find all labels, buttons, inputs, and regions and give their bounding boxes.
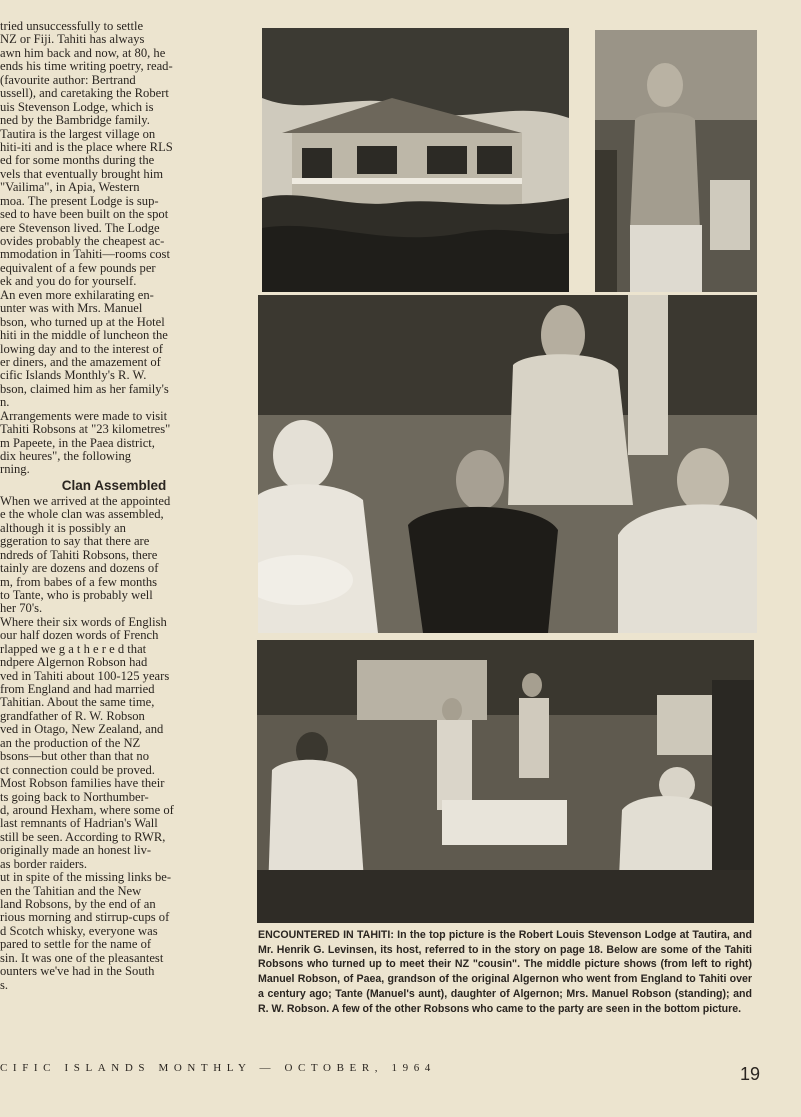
article-line: grandfather of R. W. Robson: [0, 709, 145, 723]
article-line: en the Tahitian and the New: [0, 884, 142, 898]
article-line: Tahiti Robsons at "23 kilometres": [0, 423, 171, 437]
article-line: tainly are dozens and dozens of: [0, 562, 159, 576]
article-line: land Robsons, by the end of an: [0, 898, 156, 911]
page-number: 19: [740, 1064, 761, 1084]
article-line: n.: [0, 396, 10, 410]
article-line: Where their six words of English: [0, 615, 167, 629]
article-line: equivalent of a few pounds per: [0, 261, 156, 275]
article-line: ounters we've had in the South: [0, 965, 155, 979]
article-line: ved in Otago, New Zealand, and: [0, 723, 164, 737]
article-line: moa. The present Lodge is sup-: [0, 194, 159, 208]
article-line: originally made an honest liv-: [0, 844, 152, 858]
article-line: her 70's.: [0, 602, 43, 616]
article-line: ovides probably the cheapest ac-: [0, 235, 165, 248]
article-line: e the whole clan was assembled,: [0, 508, 164, 522]
article-line: rlapped we g a t h e r e d that: [0, 642, 147, 656]
article-line: hiti-iti and is the place where RLS: [0, 140, 173, 154]
article-line: m, from babes of a few months: [0, 575, 158, 589]
article-line: ed for some months during the: [0, 154, 155, 168]
article-line: m Papeete, in the Paea district,: [0, 436, 155, 450]
article-line: rning.: [0, 463, 30, 477]
article-line: Tahitian. About the same time,: [0, 696, 155, 710]
article-line: Arrangements were made to visit: [0, 409, 168, 423]
article-line: ndreds of Tahiti Robsons, there: [0, 548, 158, 562]
article-line: er diners, and the amazement of: [0, 355, 161, 369]
article-line: uis Stevenson Lodge, which is: [0, 100, 154, 114]
article-line: ends his time writing poetry, read-: [0, 60, 173, 74]
article-line: ut in spite of the missing links be-: [0, 871, 172, 885]
article-line: d Scotch whisky, everyone was: [0, 924, 158, 938]
running-footer: CIFIC ISLANDS MONTHLY — OCTOBER, 1964: [0, 1062, 436, 1074]
caption-heading: ENCOUNTERED IN TAHITI:: [258, 929, 394, 941]
article-line: ct connection could be proved.: [0, 763, 155, 777]
article-line: to Tante, who is probably well: [0, 588, 153, 602]
article-line: "Vailima", in Apia, Western: [0, 181, 140, 195]
section-subheading: Clan Assembled: [61, 477, 167, 493]
article-line: hiti in the middle of luncheon the: [0, 329, 168, 343]
article-line: dix heures", the following: [0, 450, 132, 463]
article-line: ussell), and caretaking the Robert: [0, 87, 169, 101]
article-line: bson, who turned up at the Hotel: [0, 315, 165, 329]
article-line: NZ or Fiji. Tahiti has always: [0, 33, 145, 47]
article-line: pared to settle for the name of: [0, 938, 152, 952]
article-line: Tautira is the largest village on: [0, 127, 156, 141]
article-line: When we arrived at the appointed: [0, 494, 171, 508]
article-line: vels that eventually brought him: [0, 167, 163, 181]
article-line: an the production of the NZ: [0, 736, 141, 750]
article-line: ere Stevenson lived. The Lodge: [0, 221, 160, 235]
article-line: bson, claimed him as her family's: [0, 382, 169, 396]
article-line: tried unsuccessfully to settle: [0, 20, 144, 33]
article-line: sed to have been built on the spot: [0, 208, 169, 222]
article-line: unter was with Mrs. Manuel: [0, 302, 143, 316]
article-line: ggeration to say that there are: [0, 535, 150, 549]
article-line: ek and you do for yourself.: [0, 275, 137, 289]
article-line: awn him back and now, at 80, he: [0, 46, 166, 60]
caption-text: In the top picture is the Robert Louis Stevenson Lodge at Tautira, and Mr. Henrik G. Levinsen, its host, referred to in the story on page 18. Below are some of the Tahiti Robsons who turned up to meet their NZ "cousin". The middle picture shows (from left to right) Manuel Robson, of Paea, grandson of the original Algernon who went from England to Tahiti over a century ago; Tante (Manuel's aunt), daughter of Algernon; Mrs. Manuel Robson (standing); and R. W. Robson. A few of the other Robsons who came to the party are seen in the bottom picture.: [258, 929, 752, 1015]
photo-caption: [258, 928, 752, 1016]
article-line: s.: [0, 978, 9, 992]
article-line: ved in Tahiti about 100-125 years: [0, 669, 170, 683]
robson-family-table-photo: [258, 295, 757, 633]
robson-party-photo: [257, 640, 754, 923]
article-line: although it is possibly an: [0, 521, 126, 535]
article-line: cific Islands Monthly's R. W.: [0, 369, 147, 383]
article-line: as border raiders.: [0, 857, 88, 871]
article-line: rious morning and stirrup-cups of: [0, 911, 170, 925]
lodge-photo: [262, 28, 569, 292]
article-line: ts going back to Northumber-: [0, 790, 149, 804]
article-line: from England and had married: [0, 683, 155, 696]
article-line: ndpere Algernon Robson had: [0, 656, 148, 670]
article-line: mmodation in Tahiti—rooms cost: [0, 248, 170, 262]
article-line: our half dozen words of French: [0, 629, 159, 643]
article-line: ned by the Bambridge family.: [0, 114, 150, 128]
article-text-column: [0, 20, 228, 1040]
article-line: sin. It was one of the pleasantest: [0, 951, 164, 965]
article-line: last remnants of Hadrian's Wall: [0, 817, 158, 831]
article-line: still be seen. According to RWR,: [0, 830, 166, 844]
article-line: d, around Hexham, where some of: [0, 803, 174, 817]
article-line: lowing day and to the interest of: [0, 342, 163, 356]
article-line: bsons—but other than that no: [0, 750, 150, 764]
article-line: (favourite author: Bertrand: [0, 73, 136, 87]
host-portrait-photo: [595, 30, 757, 292]
article-line: An even more exhilarating en-: [0, 288, 154, 302]
article-line: Most Robson families have their: [0, 777, 165, 791]
